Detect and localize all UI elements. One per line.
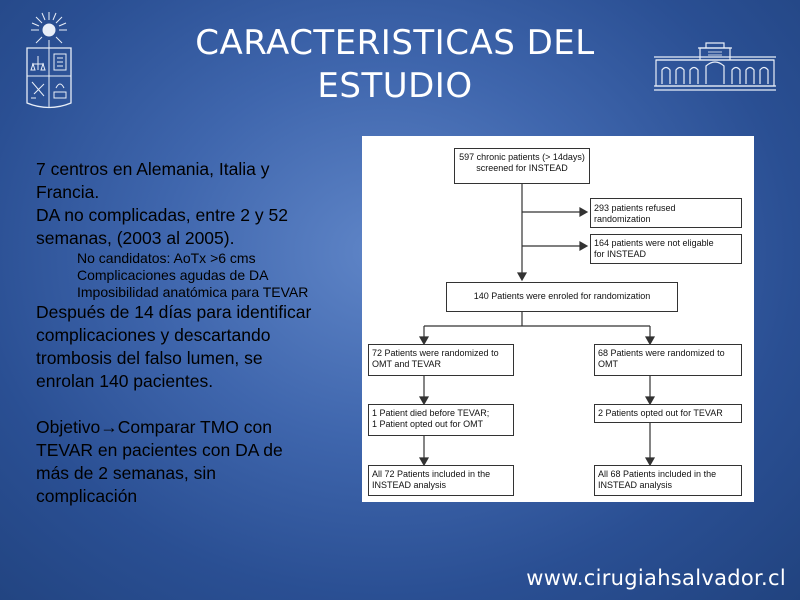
- text-line: 7 centros en Alemania, Italia y: [36, 159, 270, 179]
- box-line: 293 patients refused: [594, 203, 676, 213]
- box-line: 72 Patients were randomized to: [372, 348, 499, 358]
- arm2-analysis-box: [594, 465, 742, 496]
- objective-line: [36, 416, 366, 439]
- study-description: [36, 158, 366, 508]
- box-line: 140 Patients were enroled for randomization: [473, 291, 651, 301]
- box-line: OMT: [598, 359, 618, 369]
- screened-box: [454, 148, 590, 184]
- box-line: for INSTEAD: [594, 249, 647, 259]
- text-line: complicaciones y descartando: [36, 325, 271, 345]
- arm1-lost-box: [368, 404, 514, 436]
- text-line: DA no complicadas, entre 2 y 52: [36, 205, 288, 225]
- arm1-analysis-box: [368, 465, 514, 496]
- arrow-right-icon: →: [100, 417, 118, 437]
- text-line: semanas, (2003 al 2005).: [36, 228, 235, 248]
- text-line: complicación: [36, 486, 138, 506]
- text-line: TEVAR en pacientes con DA de: [36, 440, 283, 460]
- slide-title: [170, 22, 620, 108]
- box-line: INSTEAD analysis: [372, 480, 447, 490]
- not-eligible-box: [590, 234, 742, 264]
- website-url: www.cirugiahsalvador.cl: [526, 566, 786, 590]
- title-line-1: CARACTERISTICAS DEL: [195, 23, 595, 63]
- objective-text: Comparar TMO con: [117, 417, 273, 437]
- refused-box: [590, 198, 742, 228]
- hospital-building-icon: [652, 40, 778, 92]
- box-line: OMT and TEVAR: [372, 359, 442, 369]
- title-line-2: ESTUDIO: [317, 66, 473, 106]
- text-line: más de 2 semanas, sin: [36, 463, 216, 483]
- box-line: 164 patients were not eligable: [594, 238, 714, 248]
- bullet-item: Imposibilidad anatómica para TEVAR: [77, 284, 309, 300]
- text-line: enrolan 140 pacientes.: [36, 371, 214, 391]
- flowchart-figure: [362, 136, 754, 502]
- bullet-item: No candidatos: AoTx >6 cms: [77, 250, 256, 266]
- box-line: 2 Patients opted out for TEVAR: [598, 408, 723, 418]
- text-line: Después de 14 días para identificar: [36, 302, 312, 322]
- box-line: 1 Patient opted out for OMT: [372, 419, 484, 429]
- text-line: Francia.: [36, 182, 100, 202]
- arm2-lost-box: [594, 404, 742, 423]
- box-line: All 68 Patients included in the: [598, 469, 717, 479]
- box-line: INSTEAD analysis: [598, 480, 673, 490]
- box-line: 597 chronic patients (> 14days): [459, 152, 585, 162]
- flowchart-connectors: [362, 136, 754, 502]
- box-line: All 72 Patients included in the: [372, 469, 491, 479]
- university-crest-icon: [22, 8, 76, 112]
- enrolled-box: [446, 282, 678, 312]
- arm1-randomized-box: [368, 344, 514, 376]
- objective-label: Objetivo: [36, 417, 101, 437]
- box-line: 1 Patient died before TEVAR;: [372, 408, 490, 418]
- bullet-item: Complicaciones agudas de DA: [77, 267, 269, 283]
- text-line: trombosis del falso lumen, se: [36, 348, 263, 368]
- box-line: randomization: [594, 214, 651, 224]
- arm2-randomized-box: [594, 344, 742, 376]
- box-line: 68 Patients were randomized to: [598, 348, 725, 358]
- box-line: screened for INSTEAD: [476, 163, 568, 173]
